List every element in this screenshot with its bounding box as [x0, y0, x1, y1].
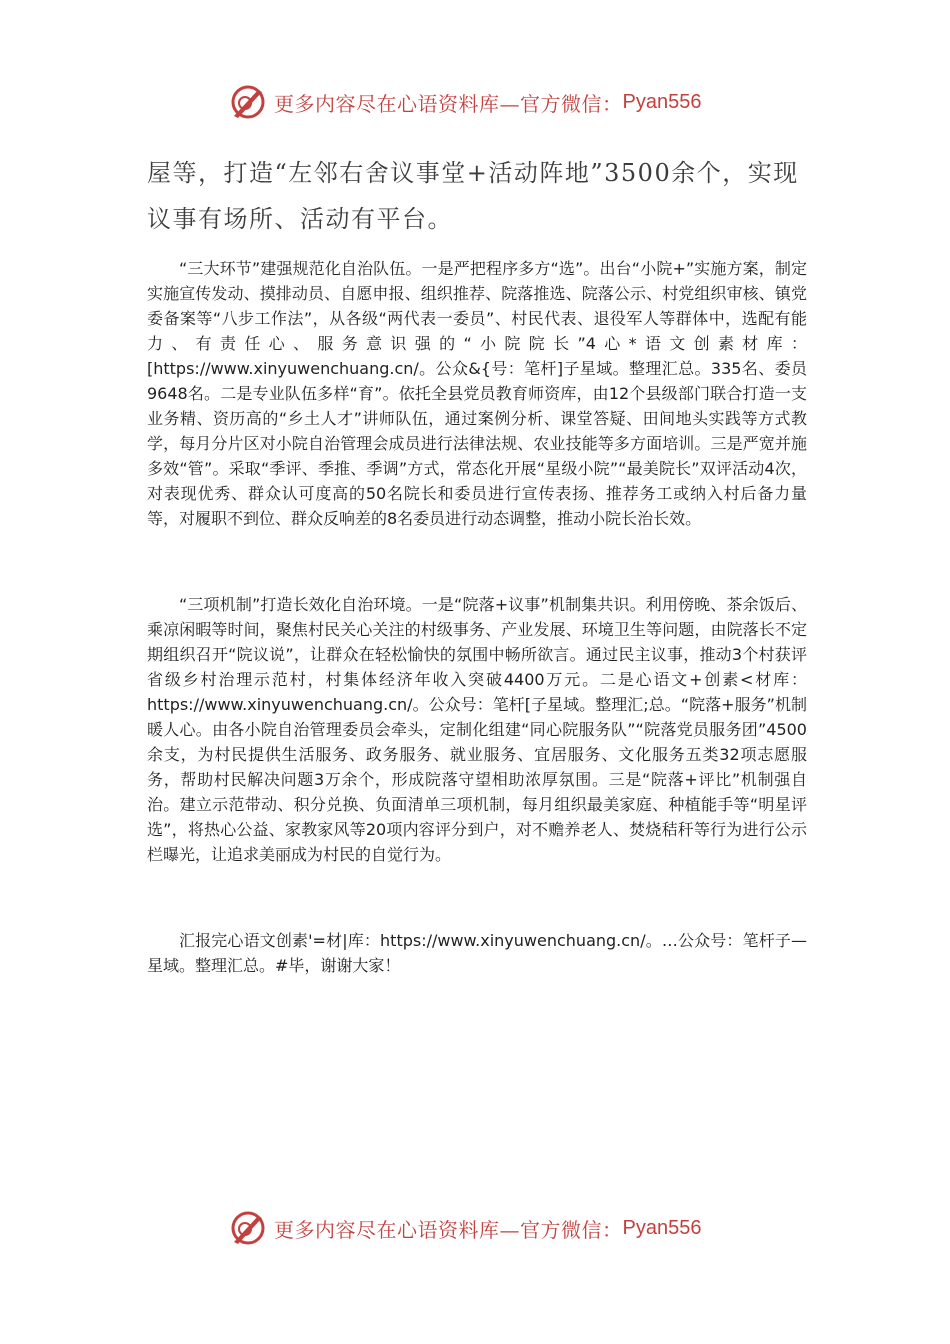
- paragraph-closing: 汇报完心语文创素'=材|库：https://www.xinyuwenchuang.cn/。…公众号：笔杆子—星域。整理汇总。#毕，谢谢大家！: [147, 931, 807, 975]
- header-wechat-id: Pyan556: [622, 90, 702, 113]
- footer-banner: [228, 1208, 748, 1248]
- header-banner-text: 更多内容尽在心语资料库—官方微信：: [274, 91, 623, 116]
- pen-logo-icon: [228, 82, 268, 122]
- footer-banner-text: 更多内容尽在心语资料库—官方微信：: [274, 1217, 623, 1242]
- footer-wechat-id: Pyan556: [622, 1216, 702, 1239]
- paragraph-three-links: “三大环节”建强规范化自治队伍。一是严把程序多方“选”。出台“小院+”实施方案，制定实施宣传发动、摸排动员、自愿申报、组织推荐、院落推选、院落公示、村党组织审核、镇党委备案等“八步工作法”，从各级“两代表一委员”、村民代表、退役军人等群体中，选配有能力、有责任心、服务意识强的“小院院长”4心*语文创素材库：[https://www.xinyuwenchuang.cn/。公众&{号：笔杆]子星域。整理汇总。335名、委员9648名。二是专业队伍多样“育”。依托全县党员教育师资库，由12个县级部门联合打造一支业务精、资历高的“乡土人才”讲师队伍，通过案例分析、课堂答疑、田间地头实践等方式教学，每月分片区对小院自治管理会成员进行法律法规、农业技能等多方面培训。三是严宽并施多效“管”。采取“季评、季推、季调”方式，常态化开展“星级小院”“最美院长”双评活动4次，对表现优秀、群众认可度高的50名院长和委员进行宣传表扬、推荐务工或纳入村后备力量等，对履职不到位、群众反响差的8名委员进行动态调整，推动小院长治长效。: [147, 259, 807, 528]
- pen-logo-icon: [228, 1208, 268, 1248]
- lead-text: 屋等，打造“左邻右舍议事堂+活动阵地”3500余个，实现议事有场所、活动有平台。: [147, 159, 799, 233]
- paragraph-three-mechanisms: “三项机制”打造长效化自治环境。一是“院落+议事”机制集共识。利用傍晚、茶余饭后、乘凉闲暇等时间，聚焦村民关心关注的村级事务、产业发展、环境卫生等问题，由院落长不定期组织召开“院议说”，让群众在轻松愉快的氛围中畅所欲言。通过民主议事，推动3个村获评省级乡村治理示范村，村集体经济年收入突破4400万元。二是心语文+创素<材库：https://www.xinyuwenchuang.cn/。公众号：笔杆[子星域。整理汇;总。“院落+服务”机制暖人心。由各小院自治管理委员会牵头，定制化组建“同心院服务队”“院落党员服务团”4500余支，为村民提供生活服务、政务服务、就业服务、宜居服务、文化服务五类32项志愿服务，帮助村民解决问题3万余个，形成院落守望相助浓厚氛围。三是“院落+评比”机制强自治。建立示范带动、积分兑换、负面清单三项机制，每月组织最美家庭、种植能手等“明星评选”，将热心公益、家教家风等20项内容评分到户，对不赡养老人、焚烧秸秆等行为进行公示栏曝光，让追求美丽成为村民的自觉行为。: [147, 595, 807, 864]
- header-banner: [228, 82, 748, 122]
